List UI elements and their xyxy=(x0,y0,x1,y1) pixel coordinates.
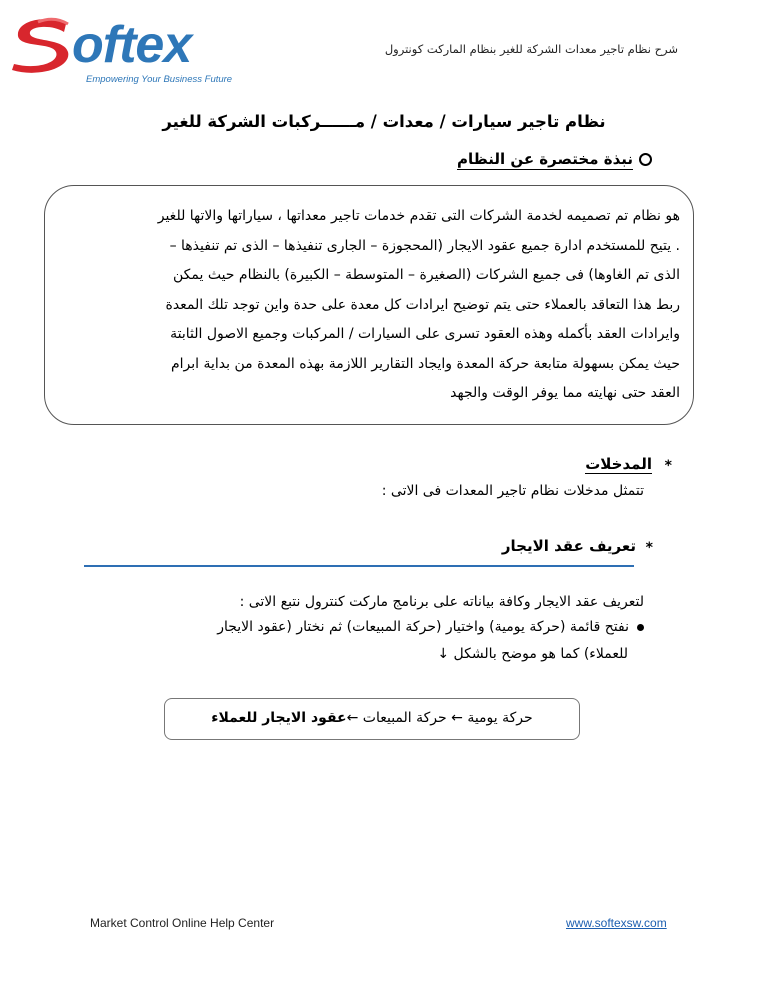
logo-wordmark: oftex xyxy=(72,16,192,74)
description-line: العقد حتى نهايته مما يوفر الوقت والجهد xyxy=(450,385,680,401)
page-title: نظام تاجير سيارات / معدات / مــــــركبات الشركة للغير xyxy=(162,112,606,131)
description-text xyxy=(60,202,680,409)
description-line: ربط هذا التعاقد بالعملاء حتى يتم توضيح ايرادات كل معدة على حدة واين توجد تلك المعدة xyxy=(165,296,680,313)
footer-help-center: Market Control Online Help Center xyxy=(90,916,275,930)
lease-step-line2: للعملاء) كما هو موضح بالشكل ↓ xyxy=(437,646,628,662)
description-line: الذى تم الغاوها) فى جميع الشركات (الصغيرة – المتوسطة – الكبيرة) بالنظام حيث يمكن xyxy=(173,267,680,283)
arrow-left-icon: ← xyxy=(451,710,463,726)
section-heading-inputs xyxy=(585,455,652,473)
dot-bullet-icon xyxy=(637,624,644,631)
menu-path-item-lease-contracts: عقود الايجار للعملاء xyxy=(211,710,347,726)
inputs-subtitle: تتمثل مدخلات نظام تاجير المعدات فى الاتى : xyxy=(381,483,644,499)
divider xyxy=(84,565,634,567)
header-text: شرح نظام تاجير معدات الشركة للغير بنظام الماركت كونترول xyxy=(384,42,678,56)
lease-step-line1: نفتح قائمة (حركة يومية) واختيار (حركة المبيعات) ثم نختار (عقود الايجار xyxy=(217,619,629,635)
menu-path xyxy=(164,710,580,726)
star-bullet-icon: * xyxy=(645,540,653,556)
description-line: وايرادات العقد بأكمله وهذه العقود تسرى على السيارات / المركبات وجميع الاصول الثابتة xyxy=(170,326,680,342)
about-heading-label: نبذة مختصرة عن النظام xyxy=(456,150,633,168)
logo-tagline: Empowering Your Business Future xyxy=(86,74,233,85)
arrow-left-icon: ← xyxy=(346,710,359,726)
description-line: . يتيح للمستخدم ادارة جميع عقود الايجار (المحجوزة – الجارى تنفيذها – الذى تم تنفيذها – xyxy=(169,237,680,254)
section-heading-lease: تعريف عقد الايجار xyxy=(501,537,636,555)
description-line: حيث يمكن بسهولة متابعة حركة المعدة وايجاد التقارير اللازمة بهذه المعدة من بداية ابرام xyxy=(170,355,680,372)
circle-bullet-icon xyxy=(639,153,652,166)
inputs-heading-label: المدخلات xyxy=(585,455,652,473)
footer-website-link[interactable]: www.softexsw.com xyxy=(566,916,667,930)
menu-path-item-sales: حركة المبيعات xyxy=(362,710,447,726)
lease-intro: لتعريف عقد الايجار وكافة بياناته على برنامج ماركت كنترول نتبع الاتى : xyxy=(239,594,644,610)
logo xyxy=(6,12,236,88)
menu-path-item-daily: حركة يومية xyxy=(467,710,533,726)
logo-swirl-icon xyxy=(8,16,82,74)
description-line: هو نظام تم تصميمه لخدمة الشركات التى تقدم خدمات تاجير معداتها ، سياراتها والاتها للغير xyxy=(157,208,680,224)
star-bullet-icon: * xyxy=(664,458,672,474)
section-heading-about xyxy=(457,150,652,168)
lease-step xyxy=(217,619,644,635)
